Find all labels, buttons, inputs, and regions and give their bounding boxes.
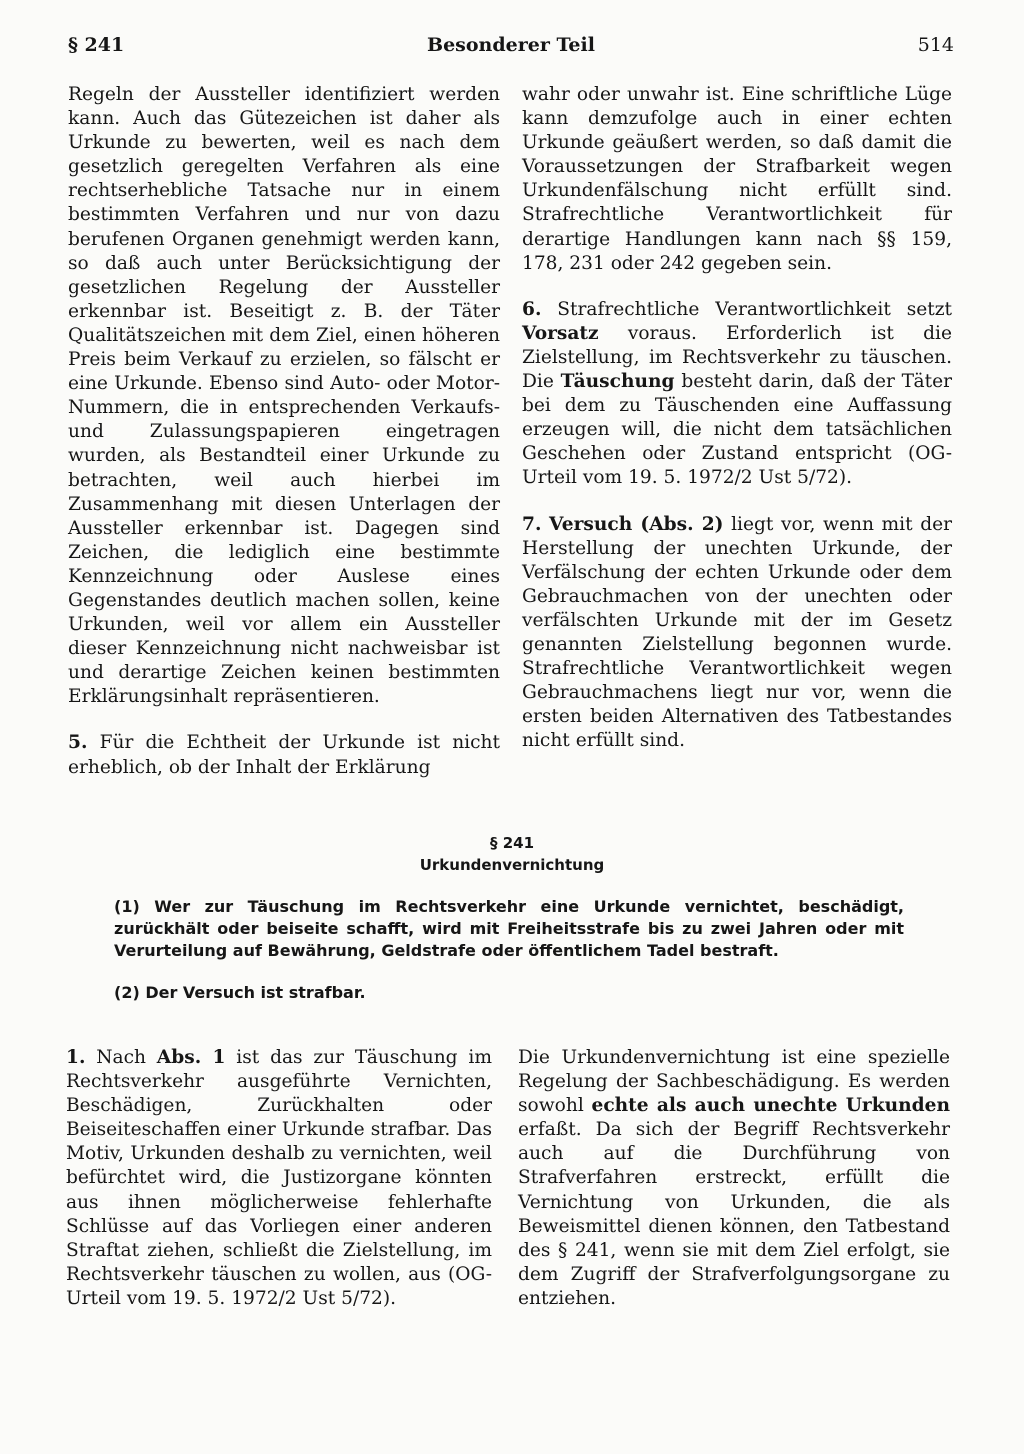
paragraph-text: Die Urkundenvernichtung ist eine spezielle Regelung der Sachbeschädigung. Es werden sowohl — [518, 1047, 950, 1117]
statute-paragraph-2: (2) Der Versuch ist strafbar. — [114, 983, 366, 1002]
page-header — [68, 34, 954, 64]
paragraph-text: liegt vor, wenn mit der Herstellung der unechten Urkunde, der Verfälschung der echten Urkunde oder dem Gebrauchmachen von der unechten oder verfälschten Urkunde mit der im Gesetz genannten Zielstellung begonnen wurde. Strafrechtliche Verantwortlichkeit wegen Gebrauchmachens liegt nur vor, wenn die ersten beiden Alternativen des Tatbestandes nicht erfüllt sind. — [522, 513, 952, 752]
commentary-paragraph-6 — [522, 298, 952, 491]
commentary-paragraph — [518, 1046, 950, 1311]
paragraph-number: 5. — [68, 732, 88, 754]
paragraph-text: Strafrechtliche Verantwortlichkeit setzt — [557, 298, 952, 320]
statute-section-number: § 241 — [489, 834, 535, 852]
commentary-column-left-bottom — [66, 1046, 492, 1311]
emphasis-term: Vorsatz — [522, 322, 599, 344]
commentary-column-right-bottom — [518, 1046, 950, 1311]
commentary-column-left-top — [68, 83, 500, 780]
emphasis-term: Versuch (Abs. 2) — [549, 513, 724, 535]
paragraph-number: 6. — [522, 298, 542, 320]
commentary-paragraph: wahr oder unwahr ist. Eine schriftliche Lüge kann demzufolge auch in einer echten Urkunde geäußert werden, so daß damit die Voraussetzungen der Strafbarkeit wegen Urkundenfälschung nicht erfüllt sind. Strafrechtliche Verantwortlichkeit für derartige Handlungen kann nach §§ 159, 178, 231 oder 242 gegeben sein. — [522, 84, 952, 274]
statute-heading — [0, 832, 1024, 876]
running-section: § 241 — [68, 34, 125, 56]
emphasis-term: echte als auch unechte Urkunden — [591, 1095, 950, 1117]
paragraph-number: 1. — [66, 1047, 86, 1068]
statute-paragraph-1: (1) Wer zur Täuschung im Rechtsverkehr eine Urkunde vernichtet, beschädigt, zurückhält oder beiseite schafft, wird mit Freiheitsstrafe bis zu zwei Jahren oder mit Verurteilung auf Bewährung, Geldstrafe oder öffentlichem Tadel bestraft. — [114, 897, 904, 960]
page-number: 514 — [917, 34, 954, 56]
statute-title: Urkundenvernichtung — [419, 856, 605, 874]
emphasis-term: Abs. 1 — [156, 1047, 226, 1068]
commentary-paragraph-5 — [68, 731, 500, 779]
paragraph-number: 7. — [522, 513, 542, 535]
commentary-paragraph-1 — [66, 1046, 492, 1311]
paragraph-text: Für die Echtheit der Urkunde ist nicht erheblich, ob der Inhalt der Erklärung — [68, 732, 500, 778]
commentary-paragraph: Regeln der Aussteller identifiziert werden kann. Auch das Gütezeichen ist daher als Urkunde zu bewerten, weil es nach dem gesetzlich geregelten Verfahren als eine rechtserhebliche Tatsache nur in einem bestimmten Verfahren und nur von dazu berufenen Organen genehmigt werden kann, so daß auch unter Berücksichtigung der gesetzlichen Regelung der Aussteller erkennbar ist. Beseitigt z. B. der Täter Qualitätszeichen mit dem Ziel, einen höheren Preis beim Verkauf zu erzielen, so fälscht er eine Urkunde. Ebenso sind Auto- oder Motor-Nummern, die in entsprechenden Verkaufs- und Zulassungspapieren eingetragen wurden, als Bestandteil einer Urkunde zu betrachten, weil auch hierbei im Zusammenhang mit diesen Unterlagen der Aussteller erkennbar ist. Dagegen sind Zeichen, die lediglich eine bestimmte Kennzeichnung oder Auslese eines Gegenstandes deutlich machen sollen, keine Urkunden, weil vor allem ein Aussteller dieser Kennzeichnung nicht nachweisbar ist und derartige Zeichen keinen bestimmten Erklärungsinhalt repräsentieren. — [68, 84, 500, 708]
paragraph-text: ist das zur Täuschung im Rechtsverkehr ausgeführte Vernichten, Beschädigen, Zurückhalten oder Beiseiteschaffen einer Urkunde strafbar. Das Motiv, Urkunden deshalb zu vernichten, weil befürchtet wird, die Justizorgane könnten aus ihnen möglicherweise fehlerhafte Schlüsse auf das Vorliegen einer anderen Straftat ziehen, schließt die Zielstellung, im Rechtsverkehr täuschen zu wollen, aus (OG-Urteil vom 19. 5. 1972/2 Ust 5/72). — [66, 1047, 492, 1309]
paragraph-text: erfaßt. Da sich der Begriff Rechtsverkehr auch auf die Durchführung von Strafverfahren erstreckt, erfüllt die Vernichtung von Urkunden, die als Beweismittel dienen können, den Tatbestand des § 241, wenn sie mit dem Ziel erfolgt, sie dem Zugriff der Strafverfolgungsorgane zu entziehen. — [518, 1119, 950, 1309]
commentary-paragraph-7 — [522, 513, 952, 754]
commentary-column-right-top — [522, 83, 952, 753]
running-title: Besonderer Teil — [427, 34, 595, 56]
paragraph-text: voraus. Erforderlich ist die Zielstellung, im Rechtsverkehr zu täuschen. Die — [522, 322, 952, 393]
paragraph-text: besteht darin, daß der Täter bei dem zu Täuschenden eine Auffassung erzeugen will, die nicht dem tatsächlichen Geschehen oder Zustand entspricht (OG-Urteil vom 19. 5. 1972/2 Ust 5/72). — [522, 371, 952, 489]
emphasis-term: Täuschung — [560, 371, 675, 393]
paragraph-text: Nach — [96, 1047, 146, 1068]
